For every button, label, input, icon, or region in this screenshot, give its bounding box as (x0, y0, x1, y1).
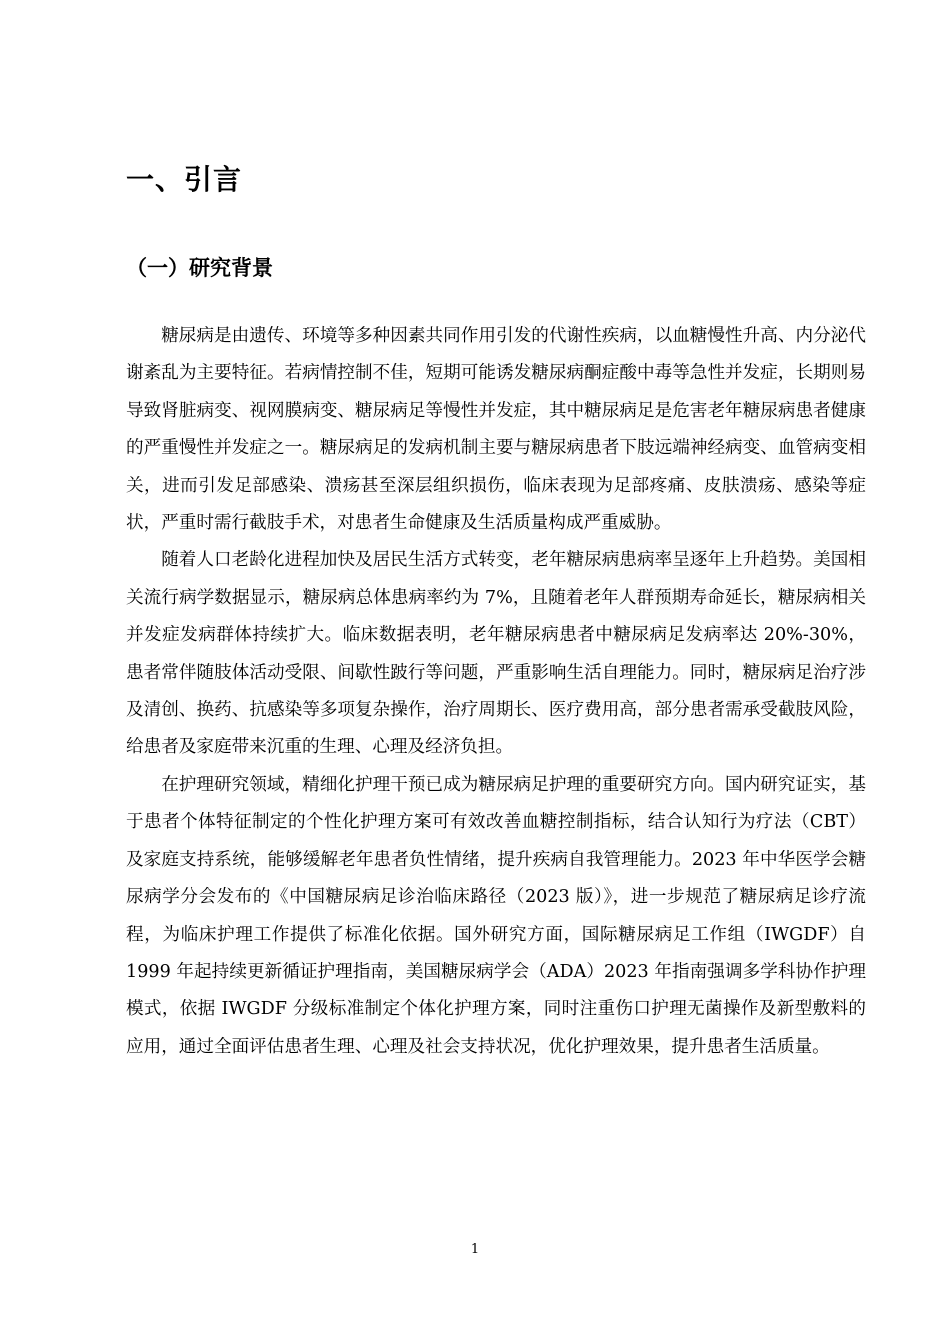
paragraph-3: 在护理研究领域，精细化护理干预已成为糖尿病足护理的重要研究方向。国内研究证实，基于患者个体特征制定的个性化护理方案可有效改善血糖控制指标，结合认知行为疗法（CBT）及家庭支持系统，能够缓解老年患者负性情绪，提升疾病自我管理能力。2023 年中华医学会糖尿病学分会发布的《中国糖尿病足诊治临床路径（2023 版）》，进一步规范了糖尿病足诊疗流程，为临床护理工作提供了标准化依据。国外研究方面，国际糖尿病足工作组（IWGDF）自 1999 年起持续更新循证护理指南，美国糖尿病学会（ADA）2023 年指南强调多学科协作护理模式，依据 IWGDF 分级标准制定个体化护理方案，同时注重伤口护理无菌操作及新型敷料的应用，通过全面评估患者生理、心理及社会支持状况，优化护理效果，提升患者生活质量。 (126, 774, 866, 1057)
subsection-heading: （一）研究背景 (126, 256, 273, 280)
page-number: 1 (470, 1242, 480, 1257)
paragraph-1: 糖尿病是由遗传、环境等多种因素共同作用引发的代谢性疾病，以血糖慢性升高、内分泌代谢紊乱为主要特征。若病情控制不佳，短期可能诱发糖尿病酮症酸中毒等急性并发症，长期则易导致肾脏病变、视网膜病变、糖尿病足等慢性并发症，其中糖尿病足是危害老年糖尿病患者健康的严重慢性并发症之一。糖尿病足的发病机制主要与糖尿病患者下肢远端神经病变、血管病变相关，进而引发足部感染、溃疡甚至深层组织损伤，临床表现为足部疼痛、皮肤溃疡、感染等症状，严重时需行截肢手术，对患者生命健康及生活质量构成严重威胁。 (126, 326, 866, 534)
section-heading: 一、引言 (126, 163, 243, 196)
paragraph-2: 随着人口老龄化进程加快及居民生活方式转变，老年糖尿病患病率呈逐年上升趋势。美国相关流行病学数据显示，糖尿病总体患病率约为 7%，且随着老年人群预期寿命延长，糖尿病相关并发症发病群体持续扩大。临床数据表明，老年糖尿病患者中糖尿病足发病率达 20%-30%，患者常伴随肢体活动受限、间歇性跛行等问题，严重影响生活自理能力。同时，糖尿病足治疗涉及清创、换药、抗感染等多项复杂操作，治疗周期长、医疗费用高，部分患者需承受截肢风险，给患者及家庭带来沉重的生理、心理及经济负担。 (126, 550, 866, 758)
body-text (126, 318, 866, 1066)
